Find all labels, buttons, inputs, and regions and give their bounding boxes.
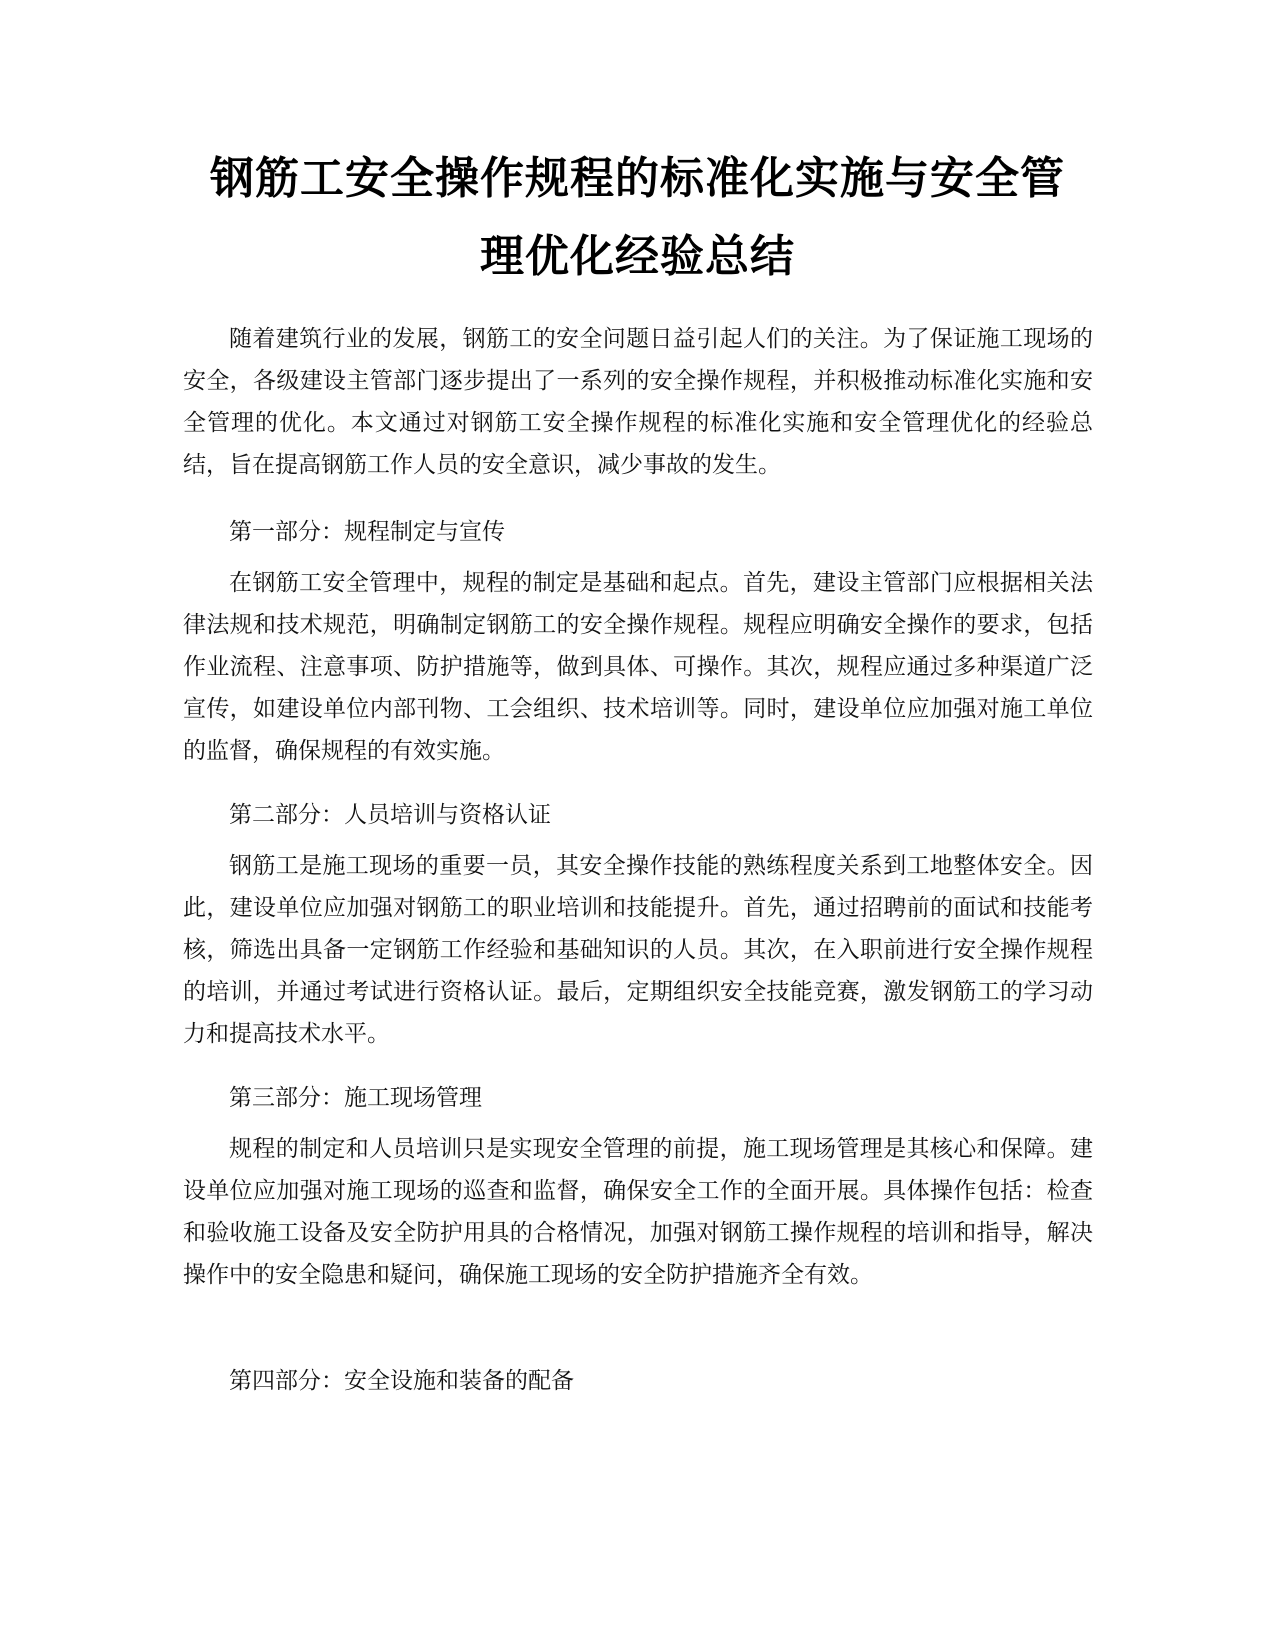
section-1-heading: 第一部分：规程制定与宣传 [229,519,505,545]
section-2-body: 钢筋工是施工现场的重要一员，其安全操作技能的熟练程度关系到工地整体安全。因此，建设单位应加强对钢筋工的职业培训和技能提升。首先，通过招聘前的面试和技能考核，筛选出具备一定钢筋工作经验和基础知识的人员。其次，在入职前进行安全操作规程的培训，并通过考试进行资格认证。最后，定期组织安全技能竞赛，激发钢筋工的学习动力和提高技术水平。 [183,853,1093,1047]
section-3-body: 规程的制定和人员培训只是实现安全管理的前提，施工现场管理是其核心和保障。建设单位应加强对施工现场的巡查和监督，确保安全工作的全面开展。具体操作包括：检查和验收施工设备及安全防护用具的合格情况，加强对钢筋工操作规程的培训和指导，解决操作中的安全隐患和疑问，确保施工现场的安全防护措施齐全有效。 [183,1136,1093,1288]
section-1-body: 在钢筋工安全管理中，规程的制定是基础和起点。首先，建设主管部门应根据相关法律法规和技术规范，明确制定钢筋工的安全操作规程。规程应明确安全操作的要求，包括作业流程、注意事项、防护措施等，做到具体、可操作。其次，规程应通过多种渠道广泛宣传，如建设单位内部刊物、工会组织、技术培训等。同时，建设单位应加强对施工单位的监督，确保规程的有效实施。 [183,570,1093,764]
section-4-heading: 第四部分：安全设施和装备的配备 [229,1368,574,1394]
section-3-heading: 第三部分：施工现场管理 [229,1085,482,1111]
document-title-line-2: 理优化经验总结 [480,231,795,282]
section-2-heading: 第二部分：人员培训与资格认证 [229,802,551,828]
intro-paragraph: 随着建筑行业的发展，钢筋工的安全问题日益引起人们的关注。为了保证施工现场的安全，各级建设主管部门逐步提出了一系列的安全操作规程，并积极推动标准化实施和安全管理的优化。本文通过对钢筋工安全操作规程的标准化实施和安全管理优化的经验总结，旨在提高钢筋工作人员的安全意识，减少事故的发生。 [183,326,1093,478]
document-title-line-1: 钢筋工安全操作规程的标准化实施与安全管 [210,153,1065,204]
